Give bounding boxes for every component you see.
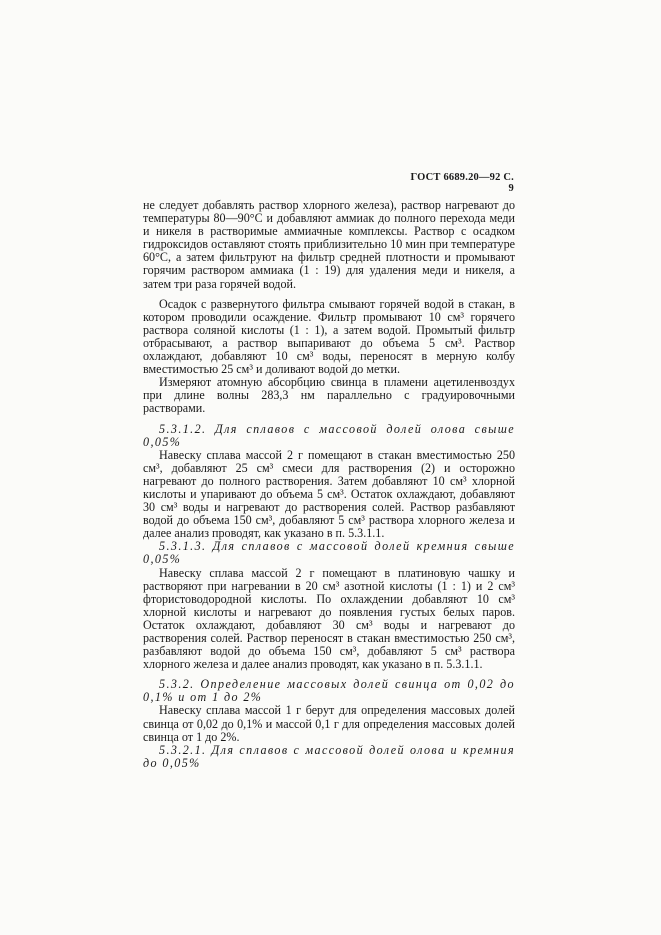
paragraph: Навеску сплава массой 2 г помещают в платиновую чашку и растворяют при нагревании в 20 см³ азотной кислоты (1 : 1) и 2 см³ фтористоводородной кислоты. По охлаждении добавляют 10 см³ хлорной кислоты и нагревают до появления густых белых паров. Остаток охлаждают, добавляют 30 см³ воды и нагревают до растворения солей. Раствор переносят в стакан вместимостью 250 см³, разбавляют водой до объема 150 см³, добавляют 5 см³ раствора хлорного железа и далее анализ проводят, как указано в п. 5.3.1.1. (143, 565, 515, 672)
section-heading: 5.3.2.1. Для сплавов с массовой долей олова и кремния до 0,05% (143, 742, 515, 770)
paragraph: Осадок с развернутого фильтра смывают горячей водой в стакан, в котором проводили осаждение. Фильтр промывают 10 см³ горячего раствора соляной кислоты (1 : 1), а затем водой. Промытый фильтр отбрасывают, а раствор выпаривают до объема 5 см³. Раствор охлаждают, добавляют 10 см³ воды, переносят в мерную колбу вместимостью 25 см³ и доливают водой до метки. (143, 296, 515, 377)
paragraph: не следует добавлять раствор хлорного железа), раствор нагревают до температуры 80—90°С и добавляют аммиак до полного перехода меди и никеля в растворимые аммиачные комплексы. Раствор с осадком гидроксидов оставляют стоять приблизительно 10 мин при температуре 60°С, а затем фильтруют на фильтр средней плотности и промывают горячим раствором аммиака (1 : 19) для удаления меди и никеля, а затем три раза горячей водой. (143, 198, 515, 291)
paragraph: Навеску сплава массой 1 г берут для определения массовых долей свинца от 0,02 до 0,1% и массой 0,1 г для определения массовых долей свинца от 1 до 2%. (143, 703, 515, 744)
section-heading: 5.3.1.2. Для сплавов с массовой долей олова свыше 0,05% (143, 421, 515, 449)
page-header: ГОСТ 6689.20—92 С. 9 (410, 172, 514, 194)
paragraph: Навеску сплава массой 2 г помещают в стакан вместимостью 250 см³, добавляют 25 см³ смеси для растворения (2) и осторожно нагревают до полного растворения. Затем добавляют 10 см³ хлорной кислоты и упаривают до объема 5 см³. Остаток охлаждают, добавляют 30 см³ воды и нагревают до растворения солей. Раствор разбавляют водой до объема 150 см³, добавляют 5 см³ раствора хлорного железа и далее анализ проводят, как указано в п. 5.3.1.1. (143, 447, 515, 541)
paragraph: Измеряют атомную абсорбцию свинца в пламени ацетиленвоздух при длине волны 283,3 нм параллельно с градуировочными растворами. (143, 375, 515, 416)
document-body (143, 199, 515, 770)
section-heading: 5.3.1.3. Для сплавов с массовой долей кремния свыше 0,05% (143, 539, 515, 567)
section-heading: 5.3.2. Определение массовых долей свинца от 0,02 до 0,1% и от 1 до 2% (143, 677, 515, 705)
